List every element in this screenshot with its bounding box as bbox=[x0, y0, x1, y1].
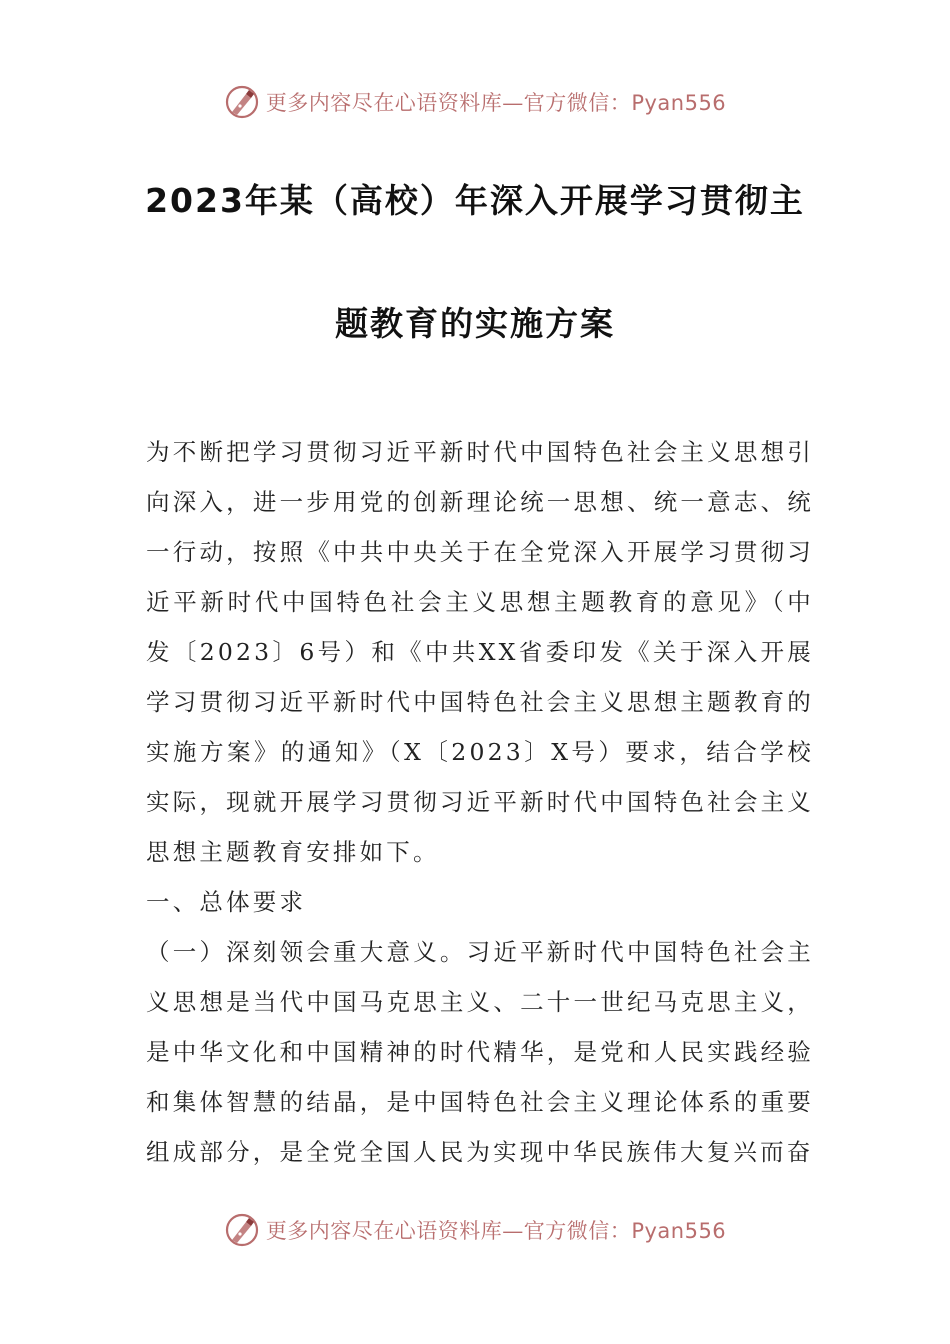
watermark-banner-bottom bbox=[0, 1210, 950, 1250]
wechat-id: Pyan556 bbox=[631, 91, 727, 115]
document-title-line-1: 2023年某（高校）年深入开展学习贯彻主 bbox=[145, 181, 805, 220]
document-title-line-2: 题教育的实施方案 bbox=[335, 304, 615, 343]
watermark-text: 更多内容尽在心语资料库—官方微信：Pyan556 bbox=[265, 91, 727, 115]
pen-nib-logo-icon bbox=[224, 1212, 260, 1248]
intro-paragraph: 为不断把学习贯彻习近平新时代中国特色社会主义思想引向深入，进一步用党的创新理论统一思想、统一意志、统一行动，按照《中共中央关于在全党深入开展学习贯彻习近平新时代中国特色社会主义思想主题教育的意见》（中发〔2023〕6号）和《中共XX省委印发《关于深入开展学习贯彻习近平新时代中国特色社会主义思想主题教育的实施方案》的通知》（X〔2023〕X号）要求，结合学校实际，现就开展学习贯彻习近平新时代中国特色社会主义思想主题教育安排如下。 bbox=[146, 438, 814, 866]
document-body bbox=[146, 427, 814, 1177]
section-paragraph: （一）深刻领会重大意义。习近平新时代中国特色社会主义思想是当代中国马克思主义、二十一世纪马克思主义，是中华文化和中国精神的时代精华，是党和人民实践经验和集体智慧的结晶，是中国特色社会主义理论体系的重要组成部分，是全党全国人民为实现中华民族伟大复兴而奋 bbox=[146, 938, 814, 1166]
section-heading: 一、总体要求 bbox=[146, 888, 307, 916]
watermark-banner-top bbox=[0, 82, 950, 122]
watermark-text: 更多内容尽在心语资料库—官方微信：Pyan556 bbox=[265, 1219, 727, 1243]
pen-nib-logo-icon bbox=[224, 84, 260, 120]
wechat-id: Pyan556 bbox=[631, 1219, 727, 1243]
